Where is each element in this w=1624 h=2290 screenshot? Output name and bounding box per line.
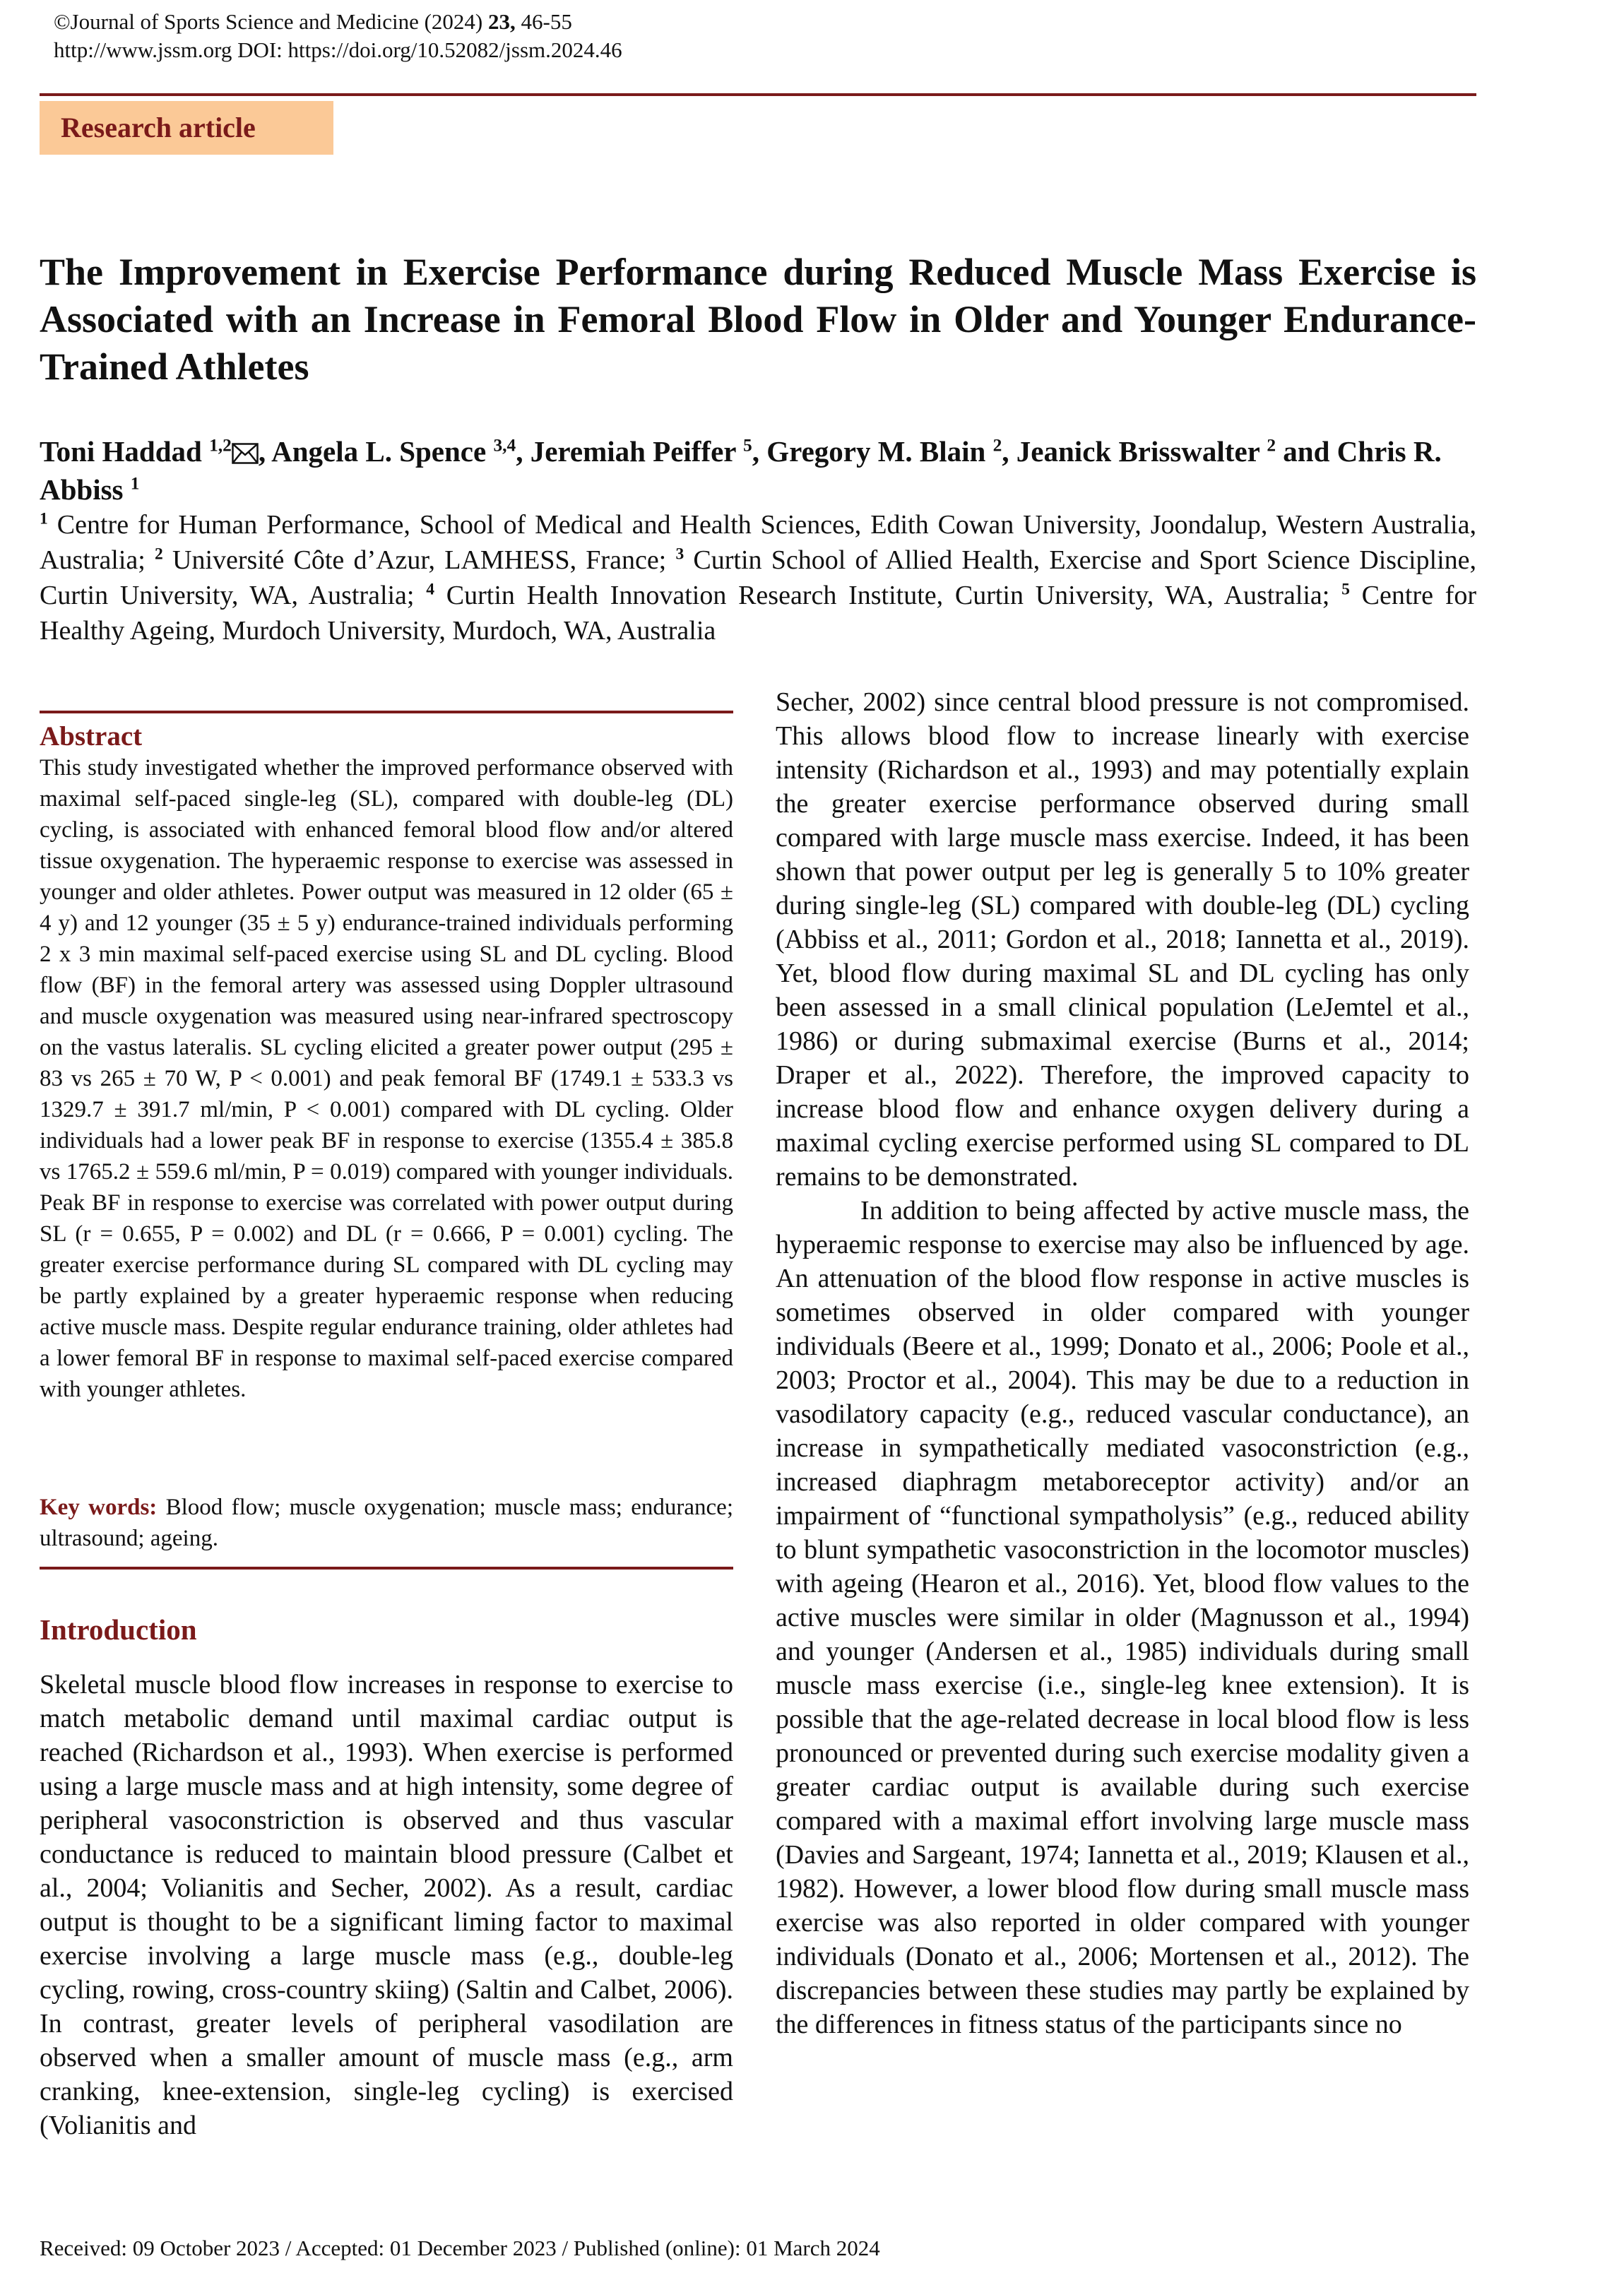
affiliation-text: Curtin School of Allied Health, Exercise and Sport Science Discipline, Curtin University, WA, Australia; [40,545,1476,610]
publication-dates: Received: 09 October 2023 / Accepted: 01 December 2023 / Published (online): 01 March 2024 [40,2236,880,2260]
affiliation-number: 3 [675,545,684,564]
author-affiliation-number: 2 [1267,435,1276,456]
author-name: Chris R. Abbiss [40,435,1442,506]
author-separator: , [516,435,531,468]
journal-citation: ©Journal of Sports Science and Medicine (2024) 23, 46-55 [54,9,572,34]
keywords-label: Key words: [40,1495,158,1520]
author-affiliation-number: 2 [992,435,1002,456]
author-name: Jeanick Brisswalter [1016,435,1267,468]
right-paragraph-2: In addition to being affected by active muscle mass, the hyperaemic response to exercise may also be influenced by age. An attenuation of the blood flow response in active muscles is sometimes observed in older compared with younger individuals (Beere et al., 1999; Donato et al., 2006; Poole et al., 2003; Proctor et al., 2004). This may be due to a reduction in vasodilatory capacity (e.g., reduced vascular conductance), an increase in sympathetically mediated vasoconstriction (e.g., increased diaphragm metaboreceptor activity) and/or an impairment of “functional sympatholysis” (e.g., reduced ability to blunt sympathetic vasoconstriction in the locomotor muscles) with ageing (Hearon et al., 2016). Yet, blood flow values to the active muscles were similar in older (Magnusson et al., 1994) and younger (Andersen et al., 1985) individuals during small muscle mass exercise (i.e., single-leg knee extension). It is possible that the age-related decrease in local blood flow is less pronounced or prevented during such exercise modality given a greater cardiac output is available during such exercise compared with a maximal effort involving large muscle mass (Davies and Sargeant, 1974; Iannetta et al., 2019; Klausen et al., 1982). However, a lower blood flow during small muscle mass exercise was also reported in older compared with younger individuals (Donato et al., 2006; Mortensen et al., 2012). The discrepancies between these studies may partly be explained by the differences in fitness status of the participants since no [776,1196,1469,2039]
author-name: Angela L. Spence [271,435,494,468]
author-name: Toni Haddad [40,435,210,468]
header-rule [40,93,1476,96]
author-name: Gregory M. Blain [766,435,993,468]
journal-url-doi[interactable]: http://www.jssm.org DOI: https://doi.org/10.52082/jssm.2024.46 [54,37,622,62]
author-affiliation-number: 1 [130,473,140,494]
mail-icon[interactable] [232,437,259,472]
article-type-badge: Research article [40,101,333,155]
article-title: The Improvement in Exercise Performance during Reduced Muscle Mass Exercise is Associated with an Increase in Femoral Blood Flow in Older and Younger Endurance-Trained Athletes [40,251,1476,388]
author-affiliation-number: 5 [743,435,752,456]
introduction-paragraph: Skeletal muscle blood flow increases in response to exercise to match metabolic demand until maximal cardiac output is reached (Richardson et al., 1993). When exercise is performed using a large muscle mass and at high intensity, some degree of peripheral vasoconstriction is observed and thus vascular conductance is reduced to maintain blood pressure (Calbet et al., 2004; Volianitis and Secher, 2002). As a result, cardiac output is thought to be a significant liming factor to maximal exercise involving a large muscle mass (e.g., double-leg cycling, rowing, cross-country skiing) (Saltin and Calbet, 2006). In contrast, greater levels of peripheral vasodilation are observed when a smaller amount of muscle mass (e.g., arm cranking, knee-extension, single-leg cycling) is exercised (Volianitis and [40,1670,733,2140]
affiliation-text: Centre for Human Performance, School of Medical and Health Sciences, Edith Cowan University, Joondalup, Western Australia, Australia; [40,510,1476,575]
right-paragraph-1: Secher, 2002) since central blood pressure is not compromised. This allows blood flow to increase linearly with exercise intensity (Richardson et al., 1993) and may potentially explain the greater exercise performance observed during small compared with large muscle mass exercise. Indeed, it has been shown that power output per leg is generally 5 to 10% greater during single-leg (SL) compared with double-leg (DL) cycling (Abbiss et al., 2011; Gordon et al., 2018; Iannetta et al., 2019). Yet, blood flow during maximal SL and DL cycling has only been assessed in a small clinical population (LeJemtel et al., 1986) or during submaximal exercise (Burns et al., 2014; Draper et al., 2022). Therefore, the improved capacity to increase blood flow and enhance oxygen delivery during a maximal cycling exercise performed using SL compared to DL remains to be demonstrated. [776,687,1469,1192]
author-list [40,434,1476,507]
author-separator: , [752,435,767,468]
keywords-text: Blood flow; muscle oxygenation; muscle mass; endurance; ultrasound; ageing. [40,1495,733,1551]
abstract-heading: Abstract [40,721,143,752]
introduction-heading: Introduction [40,1613,197,1646]
affiliation-number: 1 [40,509,48,528]
right-column [776,685,1469,2041]
affiliation-number: 5 [1341,580,1350,599]
abstract-body: This study investigated whether the improved performance observed with maximal self-paced single-leg (SL), compared with double-leg (DL) cycling, is associated with enhanced femoral blood flow and/or altered tissue oxygenation. The hyperaemic response to exercise was assessed in younger and older athletes. Power output was measured in 12 older (65 ± 4 y) and 12 younger (35 ± 5 y) endurance-trained individuals performing 2 x 3 min maximal self-paced exercise using SL and DL cycling. Blood flow (BF) in the femoral artery was assessed using Doppler ultrasound and muscle oxygenation was measured using near-infrared spectroscopy on the vastus lateralis. SL cycling elicited a greater power output (295 ± 83 vs 265 ± 70 W, P < 0.001) and peak femoral BF (1749.1 ± 533.3 vs 1329.7 ± 391.7 ml/min, P < 0.001) compared with DL cycling. Older individuals had a lower peak BF in response to exercise (1355.4 ± 385.8 vs 1765.2 ± 559.6 ml/min, P = 0.019) compared with younger individuals. Peak BF in response to exercise was correlated with power output during SL (r = 0.655, P = 0.002) and DL (r = 0.666, P = 0.001) cycling. The greater exercise performance during SL compared with DL cycling may be partly explained by a greater hyperaemic response when reducing active muscle mass. Despite regular endurance training, older athletes had a lower femoral BF in response to maximal self-paced exercise compared with younger athletes. [40,755,733,1402]
affiliation-number: 2 [155,545,163,564]
affiliation-text: Université Côte d’Azur, LAMHESS, France; [162,545,676,575]
affiliation-text: Centre for Healthy Ageing, Murdoch University, Murdoch, WA, Australia [40,581,1476,646]
author-separator: and [1276,435,1337,468]
author-affiliation-number: 1,2 [209,435,232,456]
author-separator: , [258,435,272,468]
abstract-top-rule [40,711,733,713]
affiliation-text: Curtin Health Innovation Research Institute, Curtin University, WA, Australia; [434,581,1342,610]
abstract-bottom-rule [40,1567,733,1570]
affiliations [40,507,1476,648]
author-affiliation-number: 3,4 [493,435,516,456]
author-name: Jeremiah Peiffer [530,435,744,468]
affiliation-number: 4 [426,580,435,599]
keywords [40,1492,733,1554]
author-separator: , [1002,435,1017,468]
